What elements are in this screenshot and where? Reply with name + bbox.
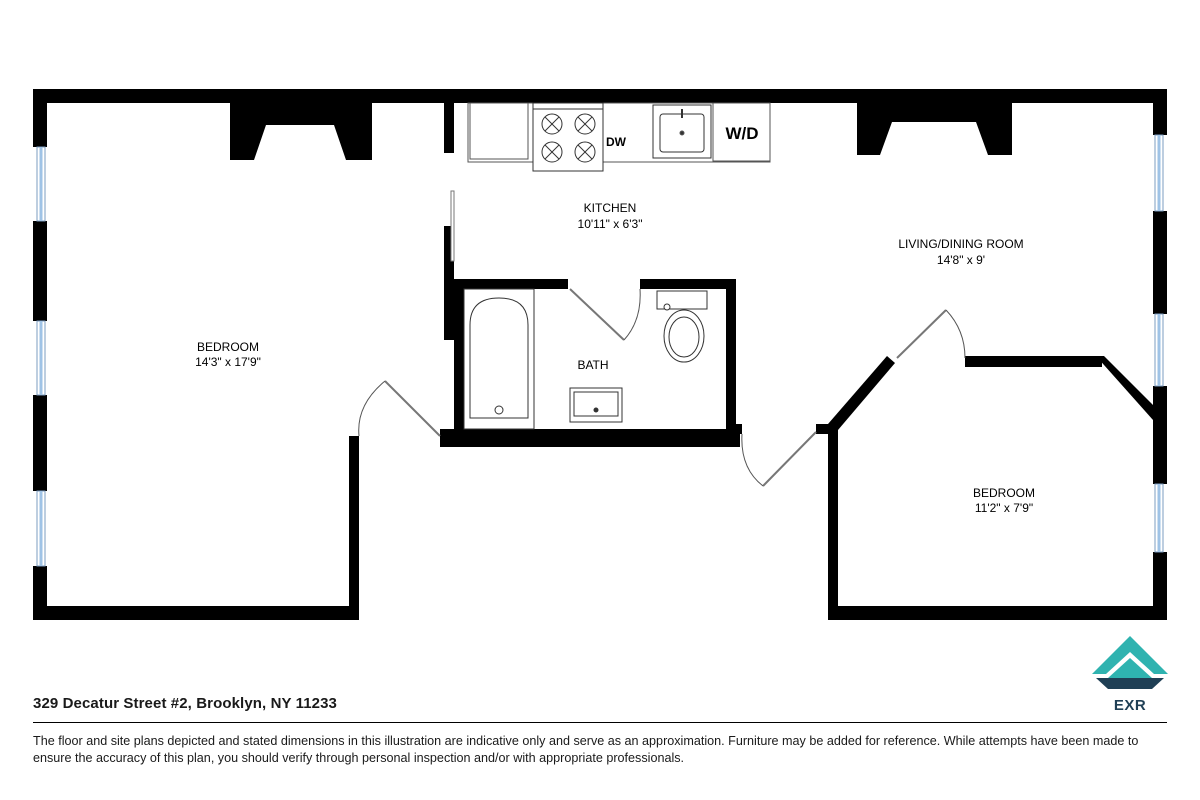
dishwasher-label: DW	[606, 135, 626, 149]
room-labels	[195, 201, 1035, 515]
bath-left-wall	[454, 279, 464, 429]
right-bedroom-left-wall	[816, 424, 1167, 620]
left-bedroom-door	[385, 381, 440, 436]
bath-door-swing	[624, 289, 640, 340]
right-wall-seg	[1153, 552, 1167, 620]
left-wall-seg	[33, 89, 47, 147]
bath-name: BATH	[577, 358, 609, 372]
bedroom-left-size: 14'3" x 17'9"	[195, 355, 261, 369]
property-address: 329 Decatur Street #2, Brooklyn, NY 11233	[33, 695, 337, 712]
living-size: 14'8" x 9'	[936, 253, 986, 267]
left-bedroom-bottom-wall	[33, 606, 359, 620]
left-wall-seg	[33, 221, 47, 321]
left-bedroom-right-wall	[349, 436, 359, 620]
right-bedroom-bottom-wall	[828, 606, 1167, 620]
bath-door	[570, 289, 624, 340]
top-wall	[33, 89, 1167, 103]
kitchen-stub-wall	[444, 103, 454, 153]
bath-right-wall	[726, 279, 736, 439]
right-bedroom-door	[897, 310, 946, 358]
hall-door-swing	[742, 434, 763, 486]
bathtub-basin	[470, 298, 528, 418]
logo-text: EXR	[1113, 697, 1147, 714]
hall-door	[763, 432, 816, 486]
bath-top-wall-left	[454, 279, 568, 289]
bath-bottom-wall	[440, 429, 740, 447]
chimney-right	[857, 103, 1012, 155]
stove	[533, 103, 603, 171]
pocket-door	[451, 191, 454, 261]
bath-top-wall-right	[640, 279, 736, 289]
right-wall-seg	[1153, 211, 1167, 314]
kitchen-size: 10'11" x 6'3"	[577, 217, 643, 231]
right-bedroom-left-wall-solid	[828, 424, 838, 620]
chimney-left	[230, 103, 372, 160]
right-bedroom-door-swing	[946, 310, 965, 358]
counter-left	[470, 103, 528, 159]
left-wall-seg	[33, 395, 47, 491]
disclaimer-text: The floor and site plans depicted and stated dimensions in this illustration are indicative only and serve as an approximation. Furniture may be added for reference. While attempts have been made to ensure the accuracy of this plan, you should verify through personal inspection and/or with appropriate professionals.	[33, 734, 1139, 765]
left-bedroom-door-swing	[359, 381, 385, 436]
logo-base	[1096, 678, 1164, 689]
right-wall-seg	[1153, 386, 1167, 484]
washer-dryer-label: W/D	[725, 124, 759, 143]
footer-divider	[33, 722, 1167, 723]
bedroom-right-name: BEDROOM	[972, 486, 1036, 500]
bedroom-right-size: 11'2" x 7'9"	[974, 501, 1034, 515]
right-bedroom-angled-wall-right	[1096, 356, 1160, 420]
kitchen-name: KITCHEN	[583, 201, 637, 215]
living-name: LIVING/DINING ROOM	[898, 237, 1024, 251]
right-wall-seg	[1153, 89, 1167, 135]
right-bedroom-angled-wall-left	[828, 356, 895, 430]
bedroom-left-name: BEDROOM	[196, 340, 260, 354]
bath-door-jamb	[730, 424, 742, 434]
right-bedroom-top-wall	[965, 356, 1102, 367]
